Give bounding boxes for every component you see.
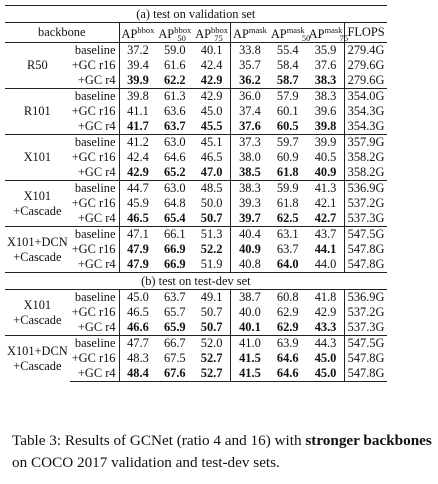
value-cell: 42.9 (119, 165, 156, 181)
header-flops: FLOPS (345, 23, 387, 43)
value-cell: 537.3G (345, 320, 387, 336)
value-cell: 47.9 (119, 242, 156, 257)
value-cell: 35.9 (307, 43, 345, 59)
value-cell: 37.6 (231, 119, 269, 135)
method-cell: +GC r4 (77, 165, 116, 179)
value-cell: 63.7 (163, 119, 186, 133)
value-cell: 35.7 (231, 58, 269, 73)
value-cell: 536.9G (345, 290, 387, 306)
value-cell: 62.9 (276, 305, 299, 319)
value-cell: 67.5 (163, 351, 186, 365)
value-cell: 59.0 (156, 43, 193, 59)
value-cell: 39.3 (231, 196, 269, 211)
value-cell: 42.9 (200, 73, 223, 87)
header-ap75-bbox: $AP^{bbox}$ 75 (193, 23, 230, 43)
value-cell: 62.5 (276, 211, 299, 225)
value-cell: 46.5 (119, 211, 156, 227)
header-ap75-mask: $AP^{mask}$ 75 (307, 23, 345, 43)
value-cell: 62.2 (163, 73, 186, 87)
value-cell: 44.1 (314, 242, 337, 256)
value-cell: 38.5 (231, 165, 269, 181)
backbone-label: X101 (23, 297, 52, 312)
value-cell: 42.7 (314, 211, 337, 225)
backbone-label: +Cascade (13, 312, 62, 327)
table-row (5, 43, 387, 59)
method-cell: +GC r4 (70, 366, 119, 382)
value-cell: 51.3 (193, 227, 230, 243)
value-cell: 60.5 (276, 119, 299, 133)
value-cell: 42.4 (119, 150, 156, 165)
value-cell: 58.7 (276, 73, 299, 87)
results-table (5, 5, 387, 382)
value-cell: 65.2 (163, 165, 186, 179)
method-cell: +GC r16 (71, 351, 116, 365)
value-cell: 66.9 (163, 242, 186, 256)
value-cell: 65.7 (163, 305, 186, 319)
backbone-label: X101 (23, 150, 52, 164)
value-cell: 47.7 (119, 336, 156, 352)
value-cell: 66.1 (156, 227, 193, 243)
value-cell: 61.3 (156, 89, 193, 105)
value-cell: 50.7 (200, 305, 223, 319)
method-cell: +GC r16 (71, 150, 116, 164)
value-cell: 64.6 (163, 150, 186, 164)
value-cell: 60.9 (276, 150, 299, 164)
value-cell: 41.5 (231, 351, 269, 366)
value-cell: 52.7 (200, 351, 223, 365)
value-cell: 357.9G (345, 135, 387, 151)
value-cell: 55.4 (269, 43, 307, 59)
method-cell: baseline (70, 181, 119, 197)
table-caption (12, 430, 432, 474)
backbone-label: +Cascade (13, 358, 62, 373)
backbone-label: +Cascade (13, 249, 62, 264)
value-cell: 46.5 (200, 150, 223, 164)
backbone-label: +Cascade (13, 203, 62, 218)
backbone-cell (5, 290, 70, 336)
method-cell: +GC r4 (77, 320, 116, 334)
backbone-label: X101+DCN (7, 343, 68, 358)
value-cell: 39.8 (314, 119, 337, 133)
value-cell: 39.9 (119, 73, 156, 89)
method-cell: +GC r16 (71, 58, 116, 72)
value-cell: 40.8 (231, 257, 269, 273)
value-cell: 39.8 (119, 89, 156, 105)
value-cell: 41.5 (231, 366, 269, 382)
value-cell: 279.4G (345, 43, 387, 59)
value-cell: 63.1 (269, 227, 307, 243)
value-cell: 547.5G (345, 336, 387, 352)
value-cell: 50.7 (200, 320, 223, 334)
value-cell: 45.0 (200, 104, 223, 118)
value-cell: 57.9 (269, 89, 307, 105)
value-cell: 547.8G (345, 366, 387, 382)
value-cell: 40.4 (231, 227, 269, 243)
value-cell: 59.7 (269, 135, 307, 151)
value-cell: 64.6 (276, 351, 299, 365)
value-cell: 37.3 (231, 135, 269, 151)
backbone-cell (5, 181, 70, 227)
table-row (5, 135, 387, 151)
value-cell: 44.7 (119, 181, 156, 197)
value-cell: 61.6 (163, 58, 186, 72)
value-cell: 38.3 (307, 89, 345, 105)
value-cell: 537.3G (345, 211, 387, 227)
value-cell: 537.2G (345, 196, 387, 211)
value-cell: 354.0G (345, 89, 387, 105)
value-cell: 42.9 (314, 305, 337, 319)
value-cell: 63.7 (276, 242, 299, 256)
value-cell: 63.7 (156, 290, 193, 306)
value-cell: 52.0 (193, 336, 230, 352)
value-cell: 41.8 (307, 290, 345, 306)
value-cell: 48.4 (119, 366, 156, 382)
method-cell: baseline (70, 135, 119, 151)
value-cell: 60.8 (269, 290, 307, 306)
value-cell: 47.9 (119, 257, 156, 273)
value-cell: 45.9 (119, 196, 156, 211)
backbone-label: X101+DCN (7, 234, 68, 249)
header-row (5, 23, 387, 43)
caption-emphasis: stronger backbones (305, 432, 432, 449)
value-cell: 354.3G (345, 104, 387, 119)
value-cell: 279.6G (345, 73, 387, 89)
value-cell: 43.3 (314, 320, 337, 334)
value-cell: 52.2 (200, 242, 223, 256)
table-row (5, 336, 387, 352)
value-cell: 65.4 (163, 211, 186, 225)
value-cell: 40.1 (193, 43, 230, 59)
value-cell: 536.9G (345, 181, 387, 197)
value-cell: 42.9 (193, 89, 230, 105)
value-cell: 40.1 (231, 320, 269, 336)
value-cell: 547.8G (345, 351, 387, 366)
value-cell: 41.0 (231, 336, 269, 352)
value-cell: 36.0 (231, 89, 269, 105)
value-cell: 47.1 (119, 227, 156, 243)
value-cell: 64.0 (276, 257, 299, 271)
value-cell: 40.9 (231, 242, 269, 257)
section-row-testdev (5, 273, 387, 290)
value-cell: 547.8G (345, 242, 387, 257)
method-cell: baseline (70, 290, 119, 306)
section-label-testdev: (b) test on test-dev set (5, 273, 387, 290)
method-cell: +GC r4 (77, 73, 116, 87)
value-cell: 358.2G (345, 165, 387, 181)
method-cell: +GC r4 (77, 119, 116, 133)
value-cell: 61.8 (276, 165, 299, 179)
method-cell: +GC r16 (71, 305, 116, 319)
table-row (5, 181, 387, 197)
value-cell: 49.1 (193, 290, 230, 306)
value-cell: 38.3 (231, 181, 269, 197)
table-row (5, 290, 387, 306)
results-table-body (5, 6, 387, 382)
backbone-label: R50 (27, 58, 48, 72)
header-ap-mask: $AP^{mask}$ (231, 23, 269, 43)
header-ap50-mask: $AP^{mask}$ 50 (269, 23, 307, 43)
value-cell: 46.6 (119, 320, 156, 336)
value-cell: 547.5G (345, 227, 387, 243)
backbone-cell (5, 135, 70, 181)
caption-text-end: on COCO 2017 validation and test-dev sets. (12, 454, 280, 471)
value-cell: 66.9 (163, 257, 186, 271)
value-cell: 51.9 (200, 257, 223, 271)
section-label-validation: (a) test on validation set (5, 6, 387, 23)
value-cell: 39.9 (307, 135, 345, 151)
value-cell: 39.4 (119, 58, 156, 73)
value-cell: 40.0 (231, 305, 269, 320)
value-cell: 64.6 (269, 366, 307, 382)
backbone-label: X101 (23, 188, 52, 203)
value-cell: 66.7 (156, 336, 193, 352)
value-cell: 52.7 (193, 366, 230, 382)
value-cell: 40.5 (314, 150, 337, 164)
value-cell: 41.1 (119, 104, 156, 119)
value-cell: 48.5 (193, 181, 230, 197)
caption-text-start: Table 3: Results of GCNet (ratio 4 and 16) with (12, 432, 306, 449)
value-cell: 61.8 (276, 196, 299, 210)
value-cell: 41.2 (119, 135, 156, 151)
value-cell: 58.4 (276, 58, 299, 72)
section-row-validation (5, 6, 387, 23)
value-cell: 33.8 (231, 43, 269, 59)
value-cell: 43.7 (307, 227, 345, 243)
value-cell: 50.7 (200, 211, 223, 225)
value-cell: 39.7 (231, 211, 269, 227)
value-cell: 41.7 (119, 119, 156, 135)
value-cell: 37.2 (119, 43, 156, 59)
value-cell: 62.9 (276, 320, 299, 334)
value-cell: 42.1 (314, 196, 337, 210)
table-row (5, 89, 387, 105)
backbone-label: R101 (23, 104, 51, 118)
backbone-cell (5, 89, 70, 135)
value-cell: 63.6 (163, 104, 186, 118)
value-cell: 44.3 (307, 336, 345, 352)
value-cell: 59.9 (269, 181, 307, 197)
method-cell: +GC r16 (71, 242, 116, 256)
value-cell: 45.0 (119, 290, 156, 306)
value-cell: 65.9 (163, 320, 186, 334)
value-cell: 41.3 (307, 181, 345, 197)
header-ap-bbox: $AP^{bbox}$ (119, 23, 156, 43)
backbone-cell (5, 43, 70, 89)
value-cell: 63.9 (269, 336, 307, 352)
table-row (5, 227, 387, 243)
value-cell: 38.3 (314, 73, 337, 87)
method-cell: baseline (70, 227, 119, 243)
value-cell: 45.5 (200, 119, 223, 133)
value-cell: 40.9 (314, 165, 337, 179)
value-cell: 48.3 (119, 351, 156, 366)
method-cell: +GC r4 (77, 211, 116, 225)
value-cell: 354.3G (345, 119, 387, 135)
value-cell: 47.0 (200, 165, 223, 179)
value-cell: 39.6 (314, 104, 337, 118)
value-cell: 46.5 (119, 305, 156, 320)
value-cell: 38.7 (231, 290, 269, 306)
method-cell: +GC r4 (77, 257, 116, 271)
value-cell: 42.4 (200, 58, 223, 72)
value-cell: 63.0 (156, 135, 193, 151)
method-cell: baseline (70, 336, 119, 352)
value-cell: 67.6 (156, 366, 193, 382)
method-cell: +GC r16 (71, 196, 116, 210)
value-cell: 279.6G (345, 58, 387, 73)
method-cell: baseline (70, 89, 119, 105)
value-cell: 36.2 (231, 73, 269, 89)
value-cell: 44.0 (314, 257, 337, 271)
value-cell: 50.0 (200, 196, 223, 210)
value-cell: 60.1 (276, 104, 299, 118)
value-cell: 45.0 (307, 366, 345, 382)
backbone-cell (5, 227, 70, 273)
value-cell: 37.4 (231, 104, 269, 119)
value-cell: 63.0 (156, 181, 193, 197)
header-backbone: backbone (5, 23, 119, 43)
method-cell: +GC r16 (71, 104, 116, 118)
backbone-cell (5, 336, 70, 382)
value-cell: 358.2G (345, 150, 387, 165)
header-ap50-bbox: $AP^{bbox}$ 50 (156, 23, 193, 43)
value-cell: 547.8G (345, 257, 387, 273)
value-cell: 537.2G (345, 305, 387, 320)
value-cell: 45.0 (314, 351, 337, 365)
method-cell: baseline (70, 43, 119, 59)
value-cell: 64.8 (163, 196, 186, 210)
value-cell: 37.6 (314, 58, 337, 72)
value-cell: 45.1 (193, 135, 230, 151)
value-cell: 38.0 (231, 150, 269, 165)
